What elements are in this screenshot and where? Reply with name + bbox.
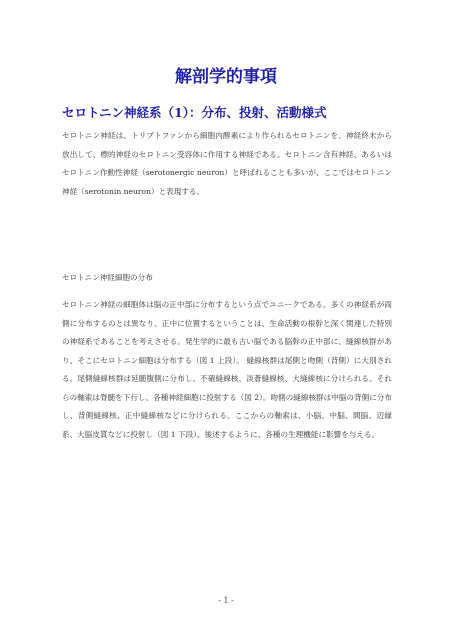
page-number: - 1 - bbox=[218, 596, 234, 605]
paragraph-intro: セロトニン神経は、トリプトファンから細胞内酵素により作られるセロトニンを、神経終末から放出して、標的神経のセロトニン受容体に作用する神経である。セロトニン含有神経、あるいはセロトニン作動性神経（serotonergic neuron）と呼ばれることも多いが、ここではセロトニン神経（serotonin neuron）と表現する。 bbox=[62, 131, 392, 196]
paragraph-distribution: セロトニン神経の細胞体は脳の正中部に分布するという点でユニークである。多くの神経系が両側に分布するのとは異なり、正中に位置するということは、生命活動の根幹と深く関連した特別の神経系であることを考えさせる。発生学的に最も古い脳である脳幹の正中部に、縫線核群があり、そこにセロトニン細胞は分布する（図 1 上段）。 縫線核群は尾側と吻側（背側）に大別される。尾側縫線核群は延髄腹側に分布し、不確縫線核、淡蒼縫線核、大縫線核に分けられる。それらの軸索は脊髄を下行し、各種神経細胞に投射する（図 2）。吻側の縫線核群は中脳の背側に分布し、背側縫線核、正中縫線核などに分けられる。ここからの軸索は、小脳、中脳、間脳、辺縁系、大脳皮質などに投射し（図 1 下段）、後述するように、各種の生理機能に影響を与える。 bbox=[62, 300, 392, 439]
page-title: 解剖学的事項 bbox=[175, 67, 277, 87]
subheading-distribution: セロトニン神経細胞の分布 bbox=[62, 273, 153, 282]
section-heading: セロトニン神経系（1）：分布、投射、活動様式 bbox=[62, 105, 327, 120]
